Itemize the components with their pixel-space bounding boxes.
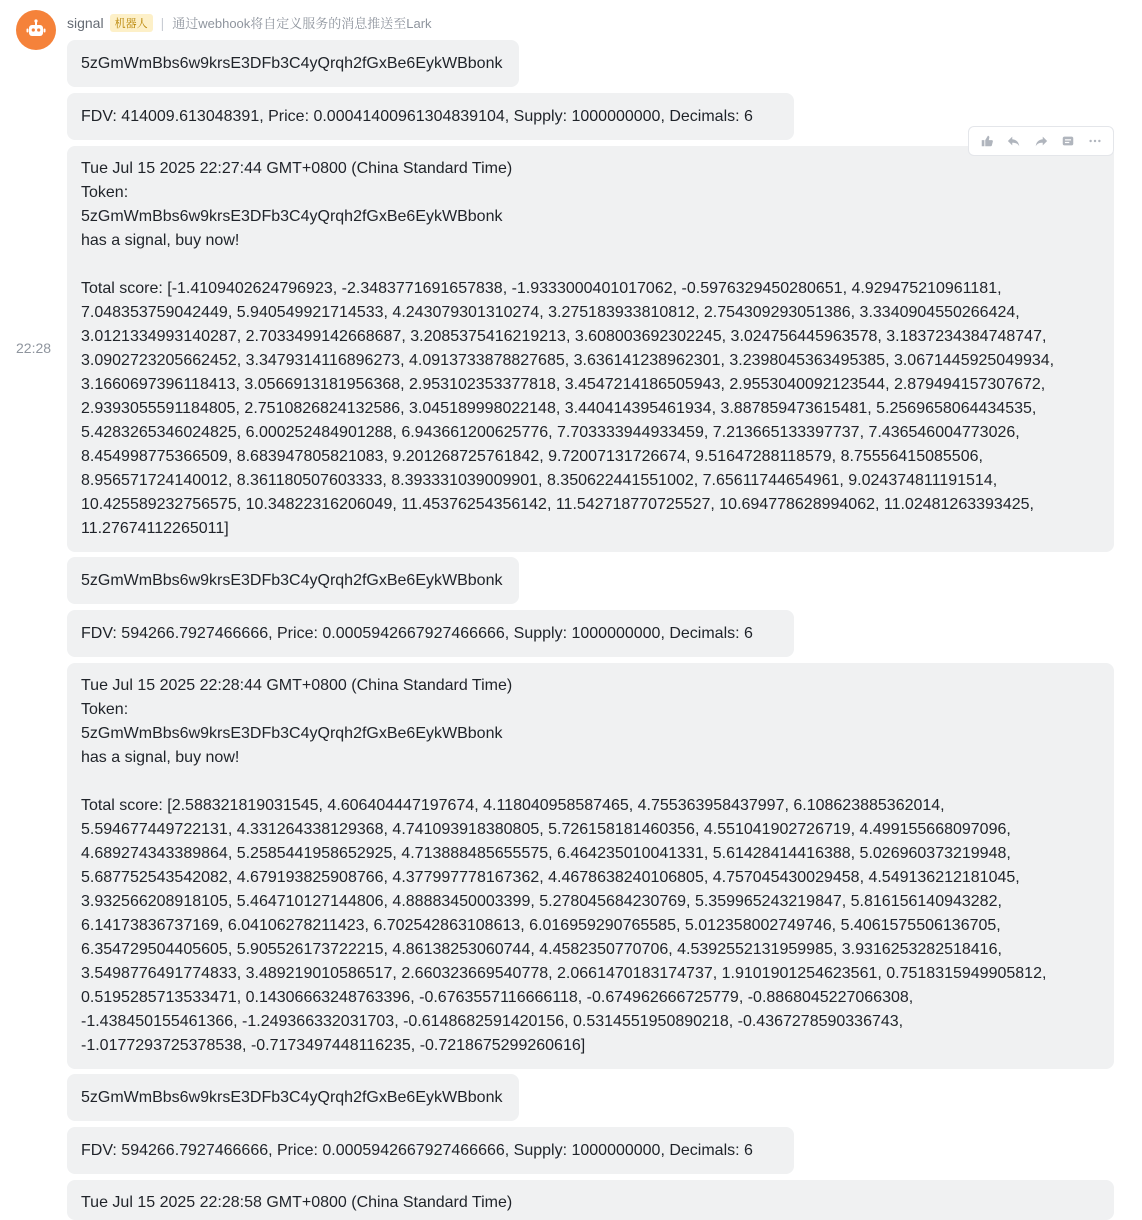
forward-icon[interactable] <box>1030 130 1052 152</box>
task-icon[interactable] <box>1057 130 1079 152</box>
thumbs-up-icon[interactable] <box>976 130 998 152</box>
message-bubble-fdv[interactable]: FDV: 414009.613048391, Price: 0.00041400961304839104, Supply: 1000000000, Decimals: 6 <box>67 93 794 140</box>
message-bubble-fdv[interactable]: FDV: 594266.7927466666, Price: 0.0005942667927466666, Supply: 1000000000, Decimals: 6 <box>67 610 794 657</box>
sender-name[interactable]: signal <box>67 14 104 31</box>
message-bubble-token[interactable]: 5zGmWmBbs6w9krsE3DFb3C4yQrqh2fGxBe6EykWBbonk <box>67 557 519 604</box>
message-bubble-signal[interactable]: Tue Jul 15 2025 22:28:58 GMT+0800 (China Standard Time) <box>67 1180 1114 1220</box>
more-icon[interactable] <box>1084 130 1106 152</box>
bot-avatar[interactable] <box>16 10 56 50</box>
message-bubble-token[interactable]: 5zGmWmBbs6w9krsE3DFb3C4yQrqh2fGxBe6EykWBbonk <box>67 40 519 87</box>
message-timestamp: 22:28 <box>16 340 52 356</box>
message-action-toolbar <box>968 126 1114 156</box>
message-bubble-token[interactable]: 5zGmWmBbs6w9krsE3DFb3C4yQrqh2fGxBe6EykWBbonk <box>67 1074 519 1121</box>
sender-line <box>67 13 432 32</box>
bot-badge: 机器人 <box>110 14 153 32</box>
message-bubble-fdv[interactable]: FDV: 594266.7927466666, Price: 0.0005942667927466666, Supply: 1000000000, Decimals: 6 <box>67 1127 794 1174</box>
message-bubble-signal[interactable]: Tue Jul 15 2025 22:27:44 GMT+0800 (China Standard Time) Token: 5zGmWmBbs6w9krsE3DFb3C4yQrqh2fGxBe6EykWBbonk has a signal, buy now! Total score: [-1.4109402624796923, -2.3483771691657838, -1.9333000401017062, -0.5976329450280651, 4.929475210961181, 7.048353759042449, 5.940549921714533, 4.243079301310274, 3.275183933810812, 2.754309293051386, 3.3340904550266424, 3.0121334993140287, 2.7033499142668687, 3.2085375416219213, 3.608003692302245, 3.024756445963578, 3.1837234384748747, 3.0902723205662452, 3.3479314116896273, 4.0913733878827685, 3.636141238962301, 3.2398045363495385, 3.0671445925049934, 3.1660697396118413, 3.0566913181956368, 2.953102353377818, 3.4547214186505943, 2.9553040092123544, 2.879494157307672, 2.9393055591184805, 2.7510826824132586, 3.045189998022148, 3.440414395461934, 3.887859473615481, 5.2569658064434535, 5.4283265346024825, 6.000252484901288, 6.943661200625776, 7.703333944933459, 7.213665133397737, 7.436546004773026, 8.454998775366509, 8.683947805821083, 9.201268725761842, 9.72007131726674, 9.51647288118579, 8.75556415085506, 8.956571724140012, 8.361180507603333, 8.393331039009901, 8.350622441551002, 7.65611744654961, 9.024374811191514, 10.425589232756575, 10.34822316206049, 11.45376254356142, 11.542718770725527, 10.694778628994062, 11.02481263393425, 11.27674112265011] <box>67 146 1114 552</box>
robot-icon <box>24 18 48 42</box>
message-bubble-signal[interactable]: Tue Jul 15 2025 22:28:44 GMT+0800 (China Standard Time) Token: 5zGmWmBbs6w9krsE3DFb3C4yQrqh2fGxBe6EykWBbonk has a signal, buy now! Total score: [2.588321819031545, 4.606404447197674, 4.118040958587465, 4.755363958437997, 6.108623885362014, 5.594677449722131, 4.331264338129368, 4.741093918380805, 5.726158181460356, 4.551041902726719, 4.499155668097096, 4.689274343389864, 5.2585441958652925, 4.713888485655575, 6.464235010041331, 5.61428414416388, 5.026960373219948, 5.687752543542082, 4.679193825908766, 4.377997778167362, 4.4678638240106805, 4.757045430029458, 4.549136212181045, 3.932566208918105, 5.464710127144806, 4.88883450003399, 5.278045684230769, 5.359965243219847, 5.816156140943282, 6.14173836737169, 6.04106278211423, 6.702542863108613, 6.016959290765585, 5.012358002749746, 5.4061575506136705, 6.354729504405605, 5.905526173722215, 4.86138253060744, 4.4582350770706, 4.5392552131959985, 3.9316253282518416, 3.5498776491774833, 3.489219010586517, 2.660323669540778, 2.0661470183174737, 1.9101901254623561, 0.7518315949905812, 0.5195285713533471, 0.14306663248763396, -0.6763557116666118, -0.674962666725779, -0.8868045227066308, -1.438450155461366, -1.249366332031703, -0.6148682591420156, 0.5314551950890218, -0.4367278590336743, -1.0177293725378538, -0.7173497448116235, -0.7218675299260616] <box>67 663 1114 1069</box>
divider: | <box>160 14 165 31</box>
reply-icon[interactable] <box>1003 130 1025 152</box>
message-header <box>0 0 1142 40</box>
sender-description: 通过webhook将自定义服务的消息推送至Lark <box>172 16 432 31</box>
